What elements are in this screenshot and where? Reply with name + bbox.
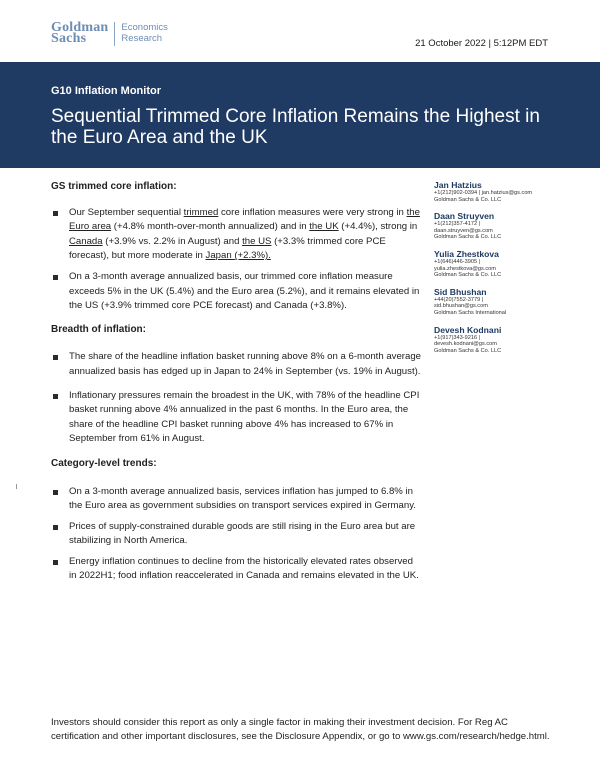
bullet-item xyxy=(51,555,423,584)
author-card xyxy=(434,287,564,317)
report-title: Sequential Trimmed Core Inflation Remains the Highest in the Euro Area and the UK xyxy=(51,106,540,148)
margin-mark xyxy=(16,484,17,489)
author-card xyxy=(434,180,564,203)
author-phone: +1(212)357-4172 | xyxy=(434,221,481,228)
link-trimmed[interactable]: trimmed xyxy=(183,206,219,218)
disclosure-footer: Investors should consider this report as only a single factor in making their investment decision. For Reg AC certification and other important disclosures, see the Disclosure Appendix, or go to www.gs.com/research/hedge.html. xyxy=(51,717,550,742)
report-body xyxy=(51,180,423,590)
bullet-item xyxy=(51,520,423,549)
bullet-item xyxy=(51,389,423,447)
bullet-marker xyxy=(53,490,58,495)
bullet-item xyxy=(51,485,423,514)
bullet-list xyxy=(51,485,423,585)
section-breadth xyxy=(51,323,423,447)
bullet-item xyxy=(51,270,423,314)
bullet-text: Our September sequential xyxy=(69,206,184,218)
author-email[interactable]: devesh.kodnani@gs.com xyxy=(434,341,497,348)
link-japan[interactable]: Japan xyxy=(205,250,235,262)
author-phone: +44(20)7552-3779 | xyxy=(434,296,484,303)
bullet-marker xyxy=(53,355,58,360)
bullet-list xyxy=(51,350,423,447)
logo-line-2: Sachs xyxy=(51,31,87,46)
bullet-marker xyxy=(53,560,58,565)
bullet-text: On a 3-month average annualized basis, services inflation has jumped to 6.8% in the Euro area as government subsidies on transport services expired in Germany. xyxy=(69,485,416,512)
division-line-2: Research xyxy=(121,33,163,44)
author-phone: +1(646)446-3905 | xyxy=(434,258,481,265)
author-name: Sid Bhushan xyxy=(434,286,487,297)
report-date: 21 October 2022 | 5:12PM EDT xyxy=(415,38,548,49)
logo-divider xyxy=(114,22,115,46)
logo-wordmark xyxy=(51,22,108,44)
bullet-item xyxy=(51,350,423,379)
section-heading: GS trimmed core inflation: xyxy=(51,181,177,192)
author-phone: +1(917)343-9216 | xyxy=(434,334,481,341)
bullet-text: (+3.9% vs. 2.2% in August) and xyxy=(102,235,243,247)
author-firm: Goldman Sachs & Co. LLC xyxy=(434,234,502,241)
author-email[interactable]: sid.bhushan@gs.com xyxy=(434,303,488,310)
author-contact[interactable]: +1(212)902-0394 | jan.hatzius@gs.com xyxy=(434,190,533,196)
author-firm: Goldman Sachs & Co. LLC xyxy=(434,196,502,203)
section-heading: Category-level trends: xyxy=(51,457,157,469)
link-us[interactable]: the US xyxy=(242,235,272,247)
bullet-text: Inflationary pressures remain the broadest in the UK, with 78% of the headline CPI basket running above 4% annualized in the past 6 months. In the Euro area, the share of the headline CPI basket running above 4% has increased to 67% in September from 61% in August. xyxy=(69,389,420,445)
author-email[interactable]: daan.struyven@gs.com xyxy=(434,227,493,234)
bullet-marker xyxy=(53,275,58,280)
bullet-text: (+2.3%). xyxy=(234,250,271,262)
author-name: Yulia Zhestkova xyxy=(434,248,499,259)
author-card xyxy=(434,249,564,279)
section-heading: Breadth of inflation: xyxy=(51,323,146,335)
division-line-1: Economics xyxy=(121,22,168,33)
author-firm: Goldman Sachs International xyxy=(434,309,507,316)
bullet-text: Energy inflation continues to decline from the historically elevated rates observed in 2022H1; food inflation reaccelerated in Canada and remains elevated in the UK. xyxy=(69,555,419,582)
author-name: Jan Hatzius xyxy=(434,180,482,190)
goldman-sachs-logo xyxy=(51,22,168,46)
section-category xyxy=(51,457,423,584)
author-firm: Goldman Sachs & Co. LLC xyxy=(434,347,502,354)
link-canada[interactable]: Canada xyxy=(69,235,103,247)
author-sidebar xyxy=(434,180,564,362)
section-trimmed-core xyxy=(51,180,423,314)
author-firm: Goldman Sachs & Co. LLC xyxy=(434,272,502,279)
link-uk[interactable]: the UK xyxy=(309,221,339,233)
bullet-marker xyxy=(53,525,58,530)
author-card xyxy=(434,211,564,241)
link-euro-area[interactable]: the Euro area xyxy=(69,206,420,233)
bullet-item xyxy=(51,206,423,264)
page-header xyxy=(0,0,600,62)
author-email[interactable]: yulia.zhestkova@gs.com xyxy=(434,265,496,272)
author-card xyxy=(434,325,564,355)
bullet-text: (+4.8% month-over-month annualized) and in xyxy=(111,221,310,233)
bullet-text: On a 3-month average annualized basis, our trimmed core inflation measure exceeds 5% in the UK (5.4%) and the Euro area (5.2%), and it remains elevated in the US (+3.9% trimmed core PCE forecast) and Canada (+3.8%). xyxy=(69,270,420,312)
bullet-text: core inflation measures were very strong in xyxy=(218,206,407,218)
bullet-text: (+4.4%), strong in xyxy=(338,221,418,233)
bullet-text: (+3.3% trimmed core PCE forecast), but more moderate in xyxy=(69,235,386,262)
bullet-text: Prices of supply-constrained durable goods are still rising in the Euro area but are stabilizing in North America. xyxy=(69,520,416,547)
division-name xyxy=(121,22,167,44)
bullet-marker xyxy=(53,211,58,216)
author-name: Daan Struyven xyxy=(434,211,495,222)
series-name: G10 Inflation Monitor xyxy=(51,85,161,97)
logo-line-1: Goldman xyxy=(51,20,109,35)
author-name: Devesh Kodnani xyxy=(434,324,502,335)
title-banner xyxy=(0,62,600,168)
bullet-marker xyxy=(53,394,58,399)
bullet-list xyxy=(51,206,423,314)
bullet-text: The share of the headline inflation basket running above 8% on a 6-month average annualized basis has edged up in Japan to 24% in September (vs. 19% in August). xyxy=(69,351,422,377)
